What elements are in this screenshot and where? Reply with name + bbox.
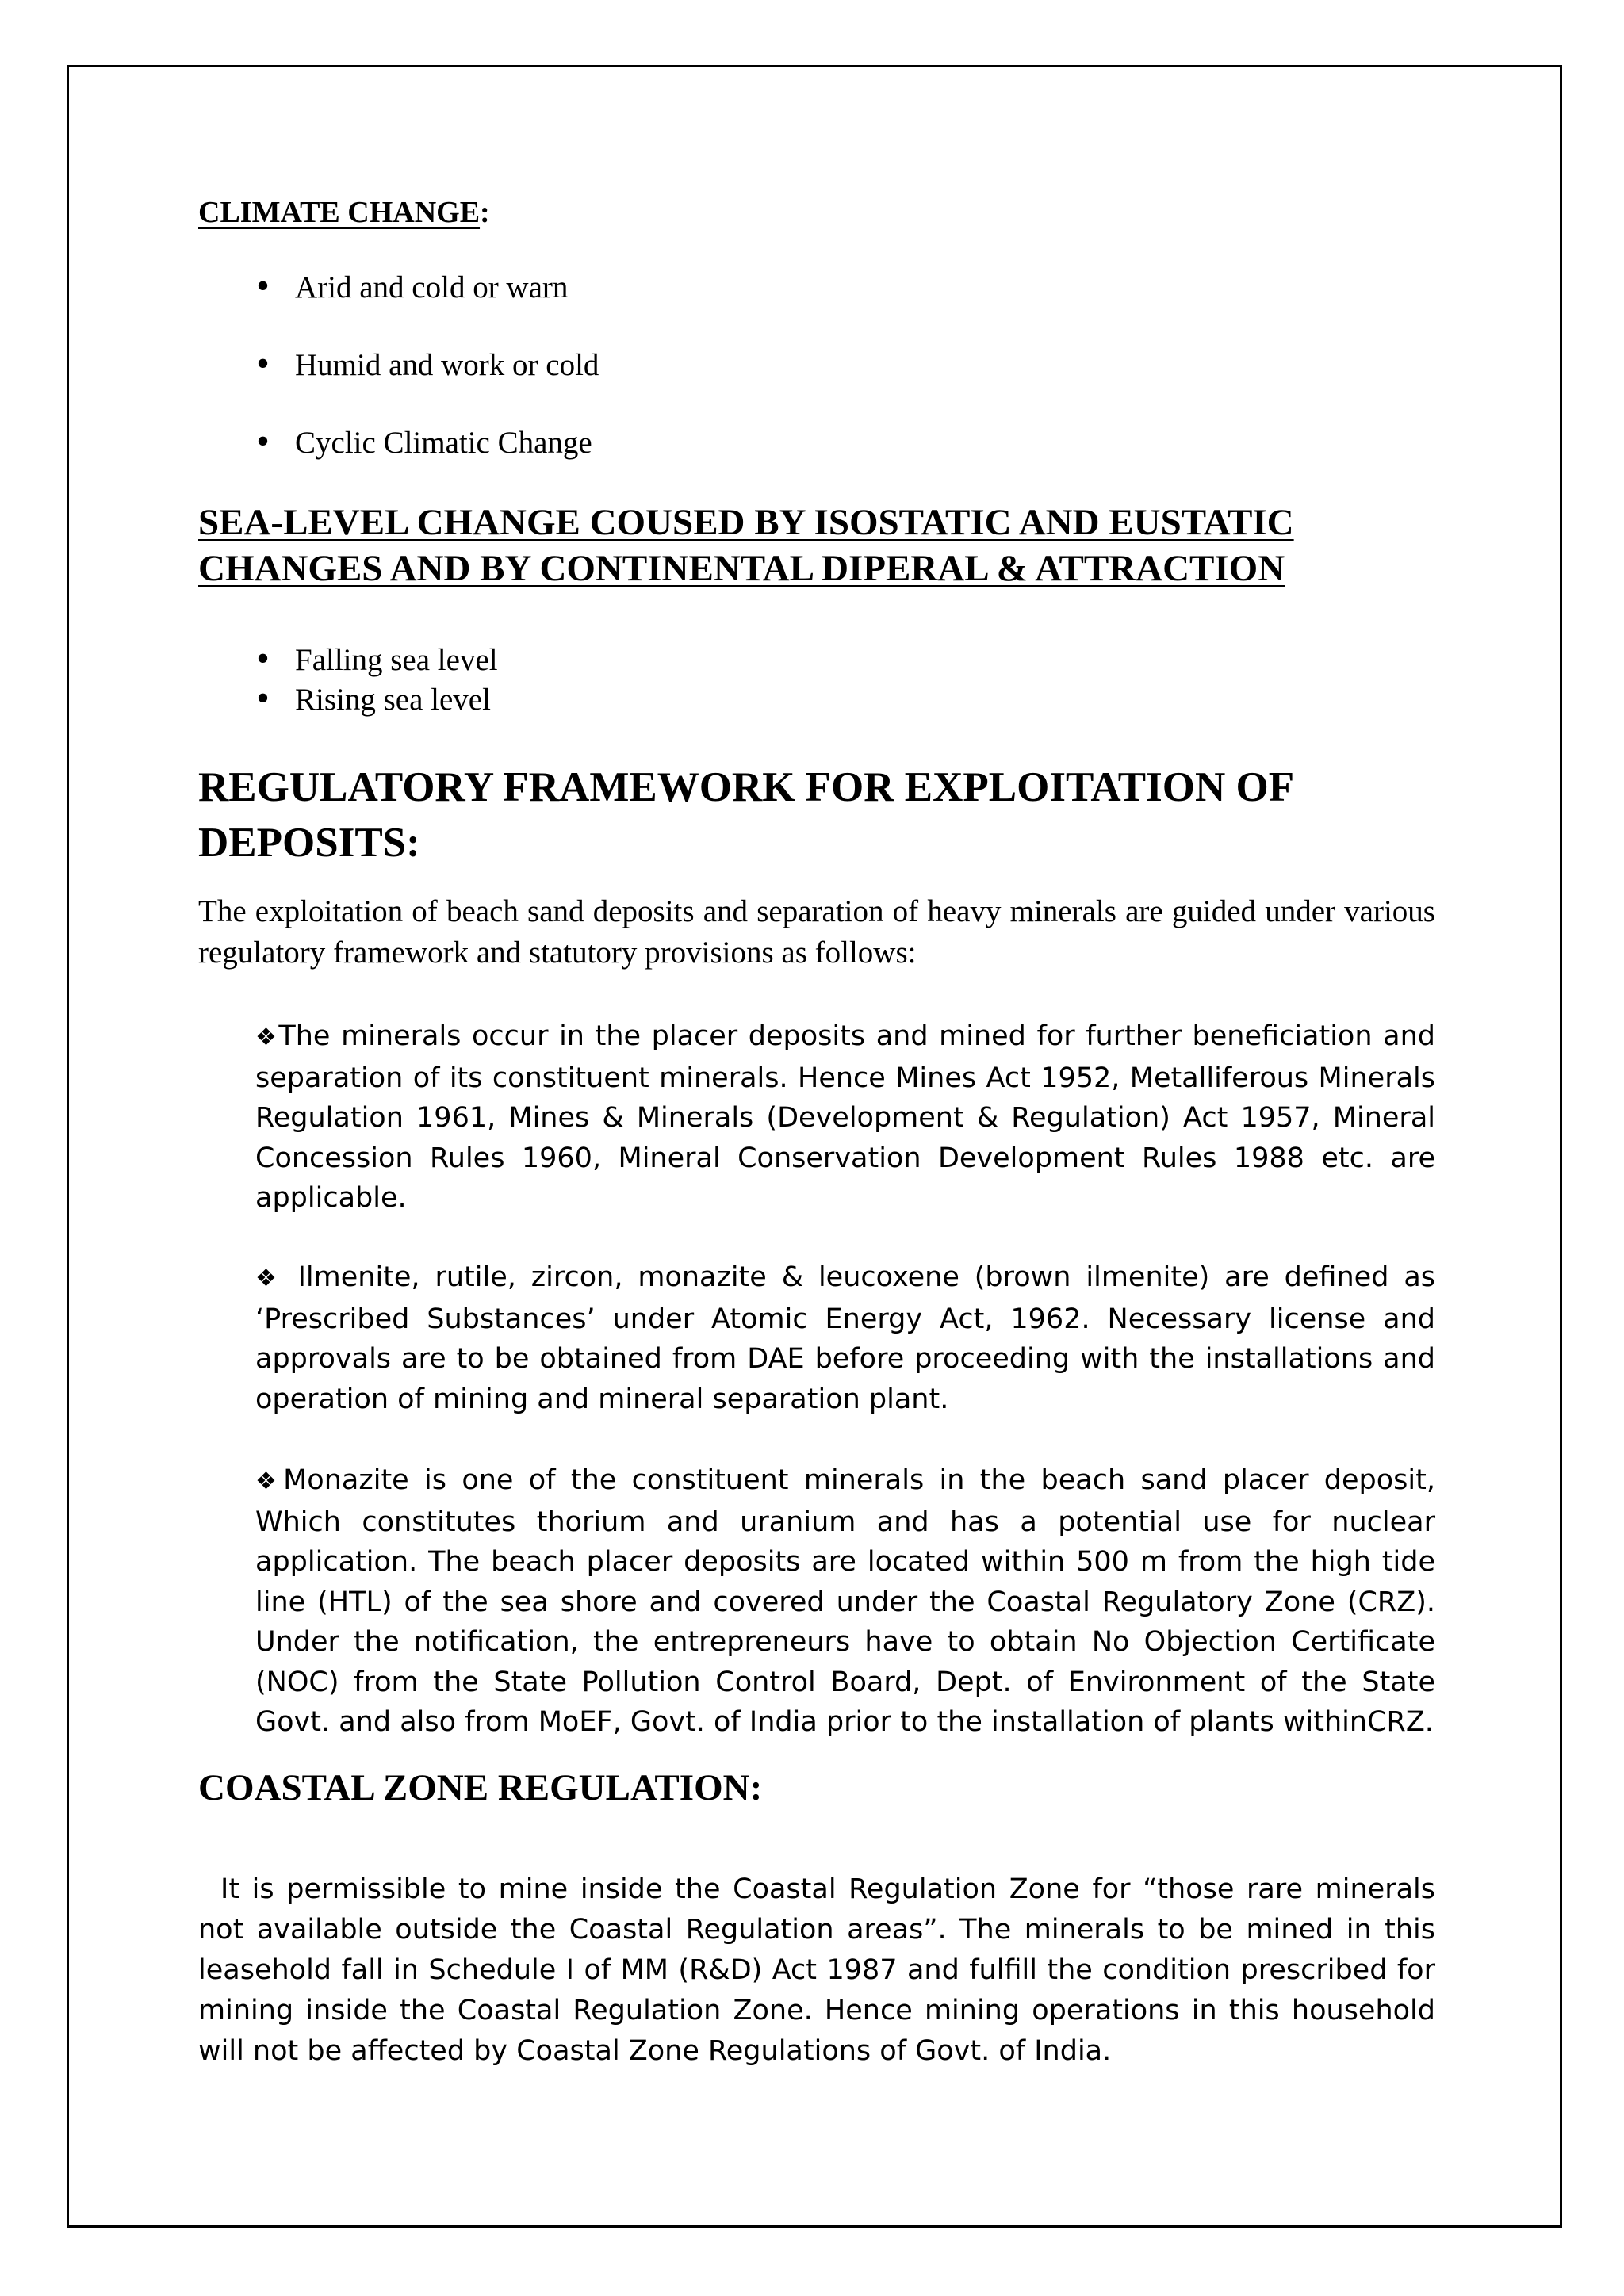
- climate-change-list: [254, 268, 599, 501]
- list-item: • Humid and work or cold: [254, 346, 599, 423]
- paragraph-text: The minerals occur in the placer deposits and mined for further beneficiation and separation of its constituent minerals. Hence Mines Act 1952, Metalliferous Minerals Regulation 1961, Mines & Minerals (Development & Regulation) Act 1957, Mineral Concession Rules 1960, Mineral Conservation Development Rules 1988 etc. are applicable.: [255, 1020, 1435, 1214]
- list-item: • Cyclic Climatic Change: [254, 423, 599, 501]
- regulatory-paragraph-atomic-energy: [255, 1257, 1435, 1419]
- climate-change-title: CLIMATE CHANGE: [198, 196, 481, 229]
- diamond-bullet-icon: ❖: [255, 1024, 279, 1051]
- list-item: • Falling sea level: [254, 641, 498, 680]
- sea-level-heading-line-1: SEA-LEVEL CHANGE COUSED BY ISOSTATIC AND EUSTATIC: [198, 502, 1294, 543]
- regulatory-paragraph-mines-act: [255, 1016, 1435, 1219]
- climate-change-colon: :: [480, 196, 490, 229]
- coastal-zone-paragraph: It is permissible to mine inside the Coastal Regulation Zone for “those rare minerals not available outside the Coastal Regulation areas”. The minerals to be mined in this leasehold fall in Schedule I of MM (R&D) Act 1987 and fulfill the condition prescribed for mining inside the Coastal Regulation Zone. Hence mining operations in this household will not be affected by Coastal Zone Regulations of Govt. of India.: [198, 1873, 1435, 2067]
- regulatory-intro-paragraph: The exploitation of beach sand deposits and separation of heavy minerals are guided under various regulatory framework and statutory provisions as follows:: [198, 894, 1435, 970]
- diamond-bullet-icon: ❖: [255, 1468, 284, 1495]
- regulatory-framework-heading: REGULATORY FRAMEWORK FOR EXPLOITATION OF DEPOSITS:: [198, 764, 1293, 866]
- sea-level-heading: [198, 499, 1435, 591]
- paragraph-text: Ilmenite, rutile, zircon, monazite & leucoxene (brown ilmenite) are defined as ‘Prescribed Substances’ under Atomic Energy Act, 1962. Necessary license and approvals are to be obtained from DAE before proceeding with the installations and operation of mining and mineral separation plant.: [255, 1261, 1436, 1415]
- coastal-zone-heading: COASTAL ZONE REGULATION:: [198, 1767, 763, 1808]
- sea-level-list: [254, 641, 498, 720]
- regulatory-paragraph-monazite: [255, 1460, 1435, 1743]
- list-item: • Arid and cold or warn: [254, 268, 599, 346]
- sea-level-heading-line-2: CHANGES AND BY CONTINENTAL DIPERAL & ATTRACTION: [198, 548, 1285, 589]
- paragraph-text: Monazite is one of the constituent minerals in the beach sand placer deposit, Which constitutes thorium and uranium and has a potential use for nuclear application. The beach placer deposits are located within 500 m from the high tide line (HTL) of the sea shore and covered under the Coastal Regulatory Zone (CRZ). Under the notification, the entrepreneurs have to obtain No Objection Certificate (NOC) from the State Pollution Control Board, Dept. of Environment of the State Govt. and also from MoEF, Govt. of India prior to the installation of plants withinCRZ.: [255, 1464, 1435, 1738]
- diamond-bullet-icon: ❖: [255, 1265, 283, 1292]
- climate-change-heading: [198, 195, 490, 230]
- list-item: • Rising sea level: [254, 680, 498, 720]
